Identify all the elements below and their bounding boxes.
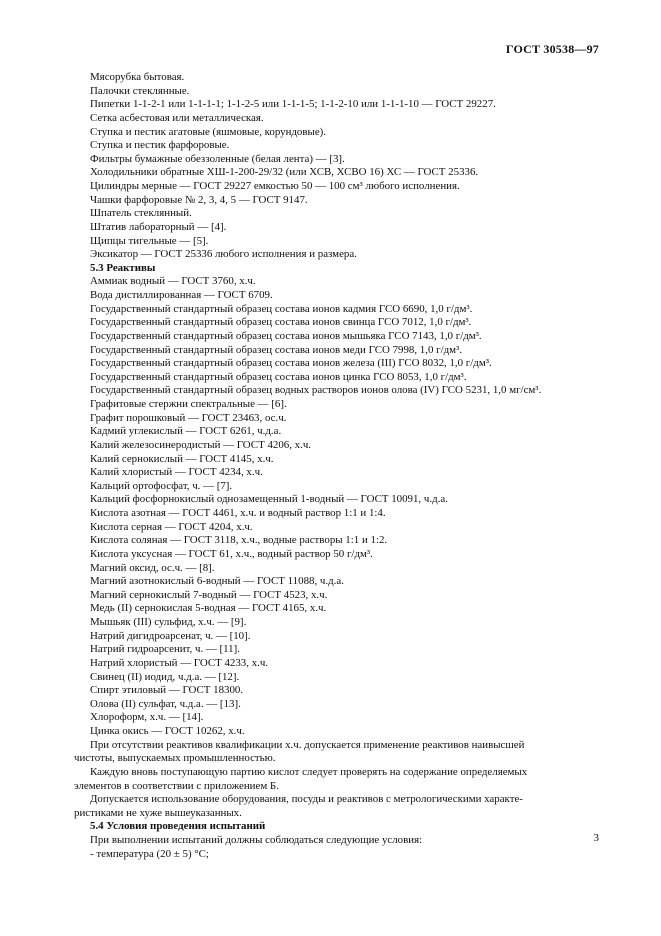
- reagent-item: Калий железосинеродистый — ГОСТ 4206, х.ч.: [90, 438, 312, 451]
- reagent-item: Аммиак водный — ГОСТ 3760, х.ч.: [90, 275, 256, 288]
- reagent-item: Кислота серная — ГОСТ 4204, х.ч.: [90, 520, 253, 533]
- note-paragraph: [74, 793, 602, 820]
- paragraph-line: чистоты, выпускаемых промышленностью.: [74, 752, 276, 765]
- reagent-item: Олова (II) сульфат, ч.д.а. — [13].: [90, 697, 241, 710]
- section-heading-conditions: 5.4 Условия проведения испытаний: [90, 820, 266, 833]
- reagent-item: Государственный стандартный образец состава ионов свинца ГСО 7012, 1,0 г/дм³.: [90, 316, 472, 329]
- reagent-item: Свинец (II) иодид, ч.д.а. — [12].: [90, 670, 240, 683]
- reagent-item: Спирт этиловый — ГОСТ 18300.: [90, 684, 244, 697]
- reagent-item: Хлороформ, х.ч. — [14].: [90, 711, 204, 724]
- reagent-item: Государственный стандартный образец состава ионов мышьяка ГСО 7143, 1,0 г/дм³.: [90, 329, 482, 342]
- document-header: ГОСТ 30538—97: [505, 42, 599, 56]
- equipment-item: Ступка и пестик агатовые (яшмовые, корундовые).: [90, 125, 327, 138]
- equipment-item: Фильтры бумажные обеззоленные (белая лента) — [3].: [90, 152, 345, 165]
- reagent-item: Калий сернокислый — ГОСТ 4145, х.ч.: [90, 452, 274, 465]
- reagent-item: Магний азотнокислый 6-водный — ГОСТ 11088, ч.д.а.: [90, 575, 344, 588]
- reagent-item: Цинка окись — ГОСТ 10262, х.ч.: [90, 725, 245, 737]
- reagent-item: Кадмий углекислый — ГОСТ 6261, ч.д.а.: [90, 425, 282, 438]
- reagent-item: Государственный стандартный образец водных растворов ионов олова (IV) ГСО 5231, 1,0 мг/см³.: [90, 384, 542, 397]
- equipment-item: Щипцы тигельные — [5].: [90, 234, 209, 247]
- reagent-item: Кальций фосфорнокислый однозамещенный 1-водный — ГОСТ 10091, ч.д.а.: [90, 493, 448, 506]
- reagent-item: Натрий гидроарсенит, ч. — [11].: [90, 643, 240, 656]
- reagent-item: Кислота соляная — ГОСТ 3118, х.ч., водные растворы 1:1 и 1:2.: [90, 534, 388, 547]
- reagents-list: [90, 275, 602, 738]
- equipment-list: [90, 71, 602, 262]
- reagent-item: Государственный стандартный образец состава ионов кадмия ГСО 6690, 1,0 г/дм³.: [90, 302, 473, 315]
- equipment-item: Холодильники обратные ХШ-1-200-29/32 (или ХСВ, ХСВО 16) ХС — ГОСТ 25336.: [90, 166, 479, 179]
- equipment-item: Палочки стеклянные.: [90, 84, 190, 97]
- equipment-item: Ступка и пестик фарфоровые.: [90, 139, 230, 152]
- conditions-intro: При выполнении испытаний должны соблюдаться следующие условия:: [90, 834, 423, 846]
- equipment-item: Цилиндры мерные — ГОСТ 29227 емкостью 50 — 100 см³ любого исполнения.: [90, 180, 460, 192]
- reagent-item: Вода дистиллированная — ГОСТ 6709.: [90, 289, 273, 301]
- reagent-item: Магний сернокислый 7-водный — ГОСТ 4523, х.ч.: [90, 588, 328, 601]
- equipment-item: Штатив лабораторный — [4].: [90, 220, 227, 233]
- reagent-item: Натрий дигидроарсенат, ч. — [10].: [90, 629, 251, 642]
- reagent-item: Магний оксид, ос.ч. — [8].: [90, 561, 215, 574]
- paragraph-line: Каждую вновь поступающую партию кислот следует проверять на содержание определяемых: [90, 765, 528, 778]
- reagent-item: Государственный стандартный образец состава ионов цинка ГСО 8053, 1,0 г/дм³.: [90, 370, 467, 383]
- paragraph-line: элементов в соответствии с приложением Б.: [74, 779, 279, 792]
- equipment-item: Чашки фарфоровые № 2, 3, 4, 5 — ГОСТ 9147.: [90, 193, 308, 206]
- note-paragraph: [74, 765, 602, 793]
- reagent-item: Натрий хлористый — ГОСТ 4233, х.ч.: [90, 656, 269, 669]
- reagent-item: Графит порошковый — ГОСТ 23463, ос.ч.: [90, 411, 287, 424]
- reagent-item: Графитовые стержни спектральные — [6].: [90, 398, 287, 410]
- equipment-item: Мясорубка бытовая.: [90, 71, 185, 83]
- equipment-item: Эксикатор — ГОСТ 25336 любого исполнения и размера.: [90, 248, 357, 261]
- page-number: 3: [593, 832, 599, 844]
- reagent-item: Мышьяк (III) сульфид, х.ч. — [9].: [90, 616, 247, 628]
- reagent-item: Кислота уксусная — ГОСТ 61, х.ч., водный раствор 50 г/дм³.: [90, 547, 373, 560]
- paragraph-line: Допускается использование оборудования, посуды и реактивов с метрологическими характе-: [90, 793, 523, 806]
- reagent-item: Государственный стандартный образец состава ионов меди ГСО 7998, 1,0 г/дм³.: [90, 343, 463, 356]
- reagent-item: Кислота азотная — ГОСТ 4461, х.ч. и водный раствор 1:1 и 1:4.: [90, 507, 386, 519]
- condition-item: - температура (20 ± 5) °С;: [90, 847, 209, 860]
- reagent-item: Кальций ортофосфат, ч. — [7].: [90, 479, 233, 492]
- equipment-item: Пипетки 1-1-2-1 или 1-1-1-1; 1-1-2-5 или 1-1-1-5; 1-1-2-10 или 1-1-1-10 — ГОСТ 29227.: [90, 98, 496, 111]
- reagent-item: Медь (II) сернокислая 5-водная — ГОСТ 4165, х.ч.: [90, 602, 327, 615]
- equipment-item: Сетка асбестовая или металлическая.: [90, 111, 264, 124]
- note-paragraph: [74, 738, 602, 766]
- reagent-item: Калий хлористый — ГОСТ 4234, х.ч.: [90, 466, 263, 479]
- reagent-item: Государственный стандартный образец состава ионов железа (III) ГСО 8032, 1,0 г/дм³.: [90, 357, 492, 370]
- equipment-item: Шпатель стеклянный.: [90, 207, 192, 220]
- paragraph-line: ристиками не хуже вышеуказанных.: [74, 806, 242, 819]
- document-body: [74, 71, 602, 861]
- section-heading-reagents: 5.3 Реактивы: [90, 261, 156, 274]
- paragraph-line: При отсутствии реактивов квалификации х.ч. допускается применение реактивов наивысшей: [90, 738, 525, 751]
